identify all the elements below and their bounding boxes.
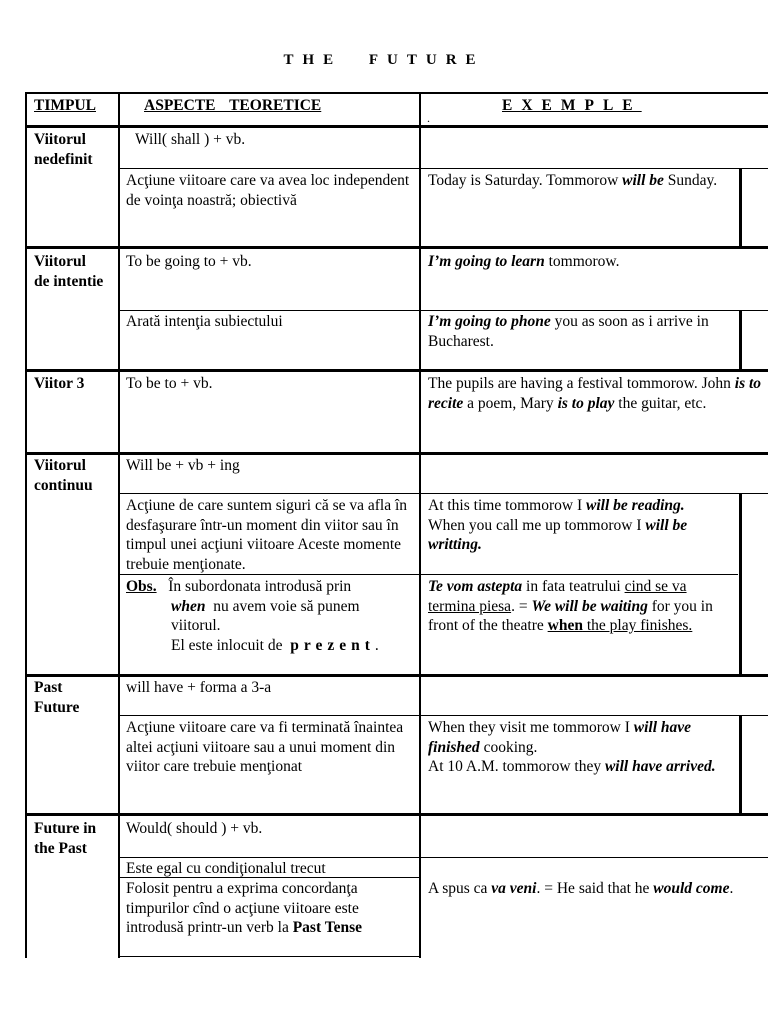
- label-viitorul-nedefinit: Viitorul nedefinit: [34, 131, 93, 168]
- formula-past-future: will have + forma a 3-a: [126, 679, 272, 696]
- desc-future-in-the-past-1: Este egal cu condiţionalul trecut: [126, 860, 326, 877]
- desc-viitorul-nedefinit: Acţiune viitoare care va avea loc independent de voinţa noastră; obiectivă: [126, 172, 410, 209]
- header-aspecte-teoretice: ASPECTE TEORETICE: [144, 97, 322, 114]
- obs-label: Obs.: [126, 578, 157, 595]
- obs-note: Obs. În subordonata introdusă prin when nu avem voie să punem viitorul. El este inlocuit de prezent.: [126, 578, 379, 654]
- formula-viitorul-de-intentie: To be going to + vb.: [126, 253, 252, 270]
- example-past-future: When they visit me tommorow I will have finished cooking. At 10 A.M. tommorow they will have arrived.: [428, 719, 716, 775]
- label-viitor-3: Viitor 3: [34, 375, 85, 392]
- formula-viitorul-nedefinit: Will( shall ) + vb.: [135, 131, 246, 148]
- desc-future-in-the-past-2: Folosit pentru a exprima concordanţa timpurilor cînd o acţiune viitoare este introdusă printr-un verb la Past Tense: [126, 880, 363, 936]
- label-viitorul-continuu: Viitorul continuu: [34, 457, 93, 494]
- example-viitorul-nedefinit: Today is Saturday. Tommorow will be Sunday.: [428, 172, 718, 189]
- header-dot: .: [427, 111, 430, 125]
- formula-viitorul-continuu: Will be + vb + ing: [126, 457, 240, 474]
- example-viitor-3: The pupils are having a festival tommorow. John is to recite a poem, Mary is to play the guitar, etc.: [428, 375, 762, 412]
- header-exemple: EXEMPLE: [502, 97, 642, 114]
- label-past-future: Past Future: [34, 679, 80, 716]
- example-viitorul-de-intentie-1: I’m going to learn tommorow.: [428, 253, 620, 270]
- example-viitorul-de-intentie-2: I’m going to phone you as soon as i arrive in Bucharest.: [428, 313, 709, 350]
- label-viitorul-de-intentie: Viitorul de intentie: [34, 253, 104, 290]
- page-title: THE FUTURE: [283, 52, 485, 68]
- formula-future-in-the-past: Would( should ) + vb.: [126, 820, 263, 837]
- example-viitorul-continuu-1: At this time tommorow I will be reading. When you call me up tommorow I will be writting.: [428, 497, 688, 553]
- example-future-in-the-past: A spus ca va veni. = He said that he would come.: [428, 880, 734, 897]
- formula-viitor-3: To be to + vb.: [126, 375, 213, 392]
- example-viitorul-continuu-2: Te vom astepta in fata teatrului cind se va termina piesa. = We will be waiting for you in front of the theatre when the play finishes.: [428, 578, 713, 634]
- label-future-in-the-past: Future in the Past: [34, 820, 97, 857]
- header-timpul: TIMPUL: [34, 97, 96, 114]
- desc-past-future: Acţiune viitoare care va fi terminată înaintea altei acţiuni viitoare sau a unui moment din viitor care trebuie menţionat: [126, 719, 404, 775]
- desc-viitorul-de-intentie: Arată intenţia subiectului: [126, 313, 283, 330]
- desc-viitorul-continuu: Acţiune de care suntem siguri că se va afla în desfaşurare într-un moment din viitor sau în timpul unei acţiuni viitoare Aceste momente trebuie menţionate.: [126, 497, 408, 573]
